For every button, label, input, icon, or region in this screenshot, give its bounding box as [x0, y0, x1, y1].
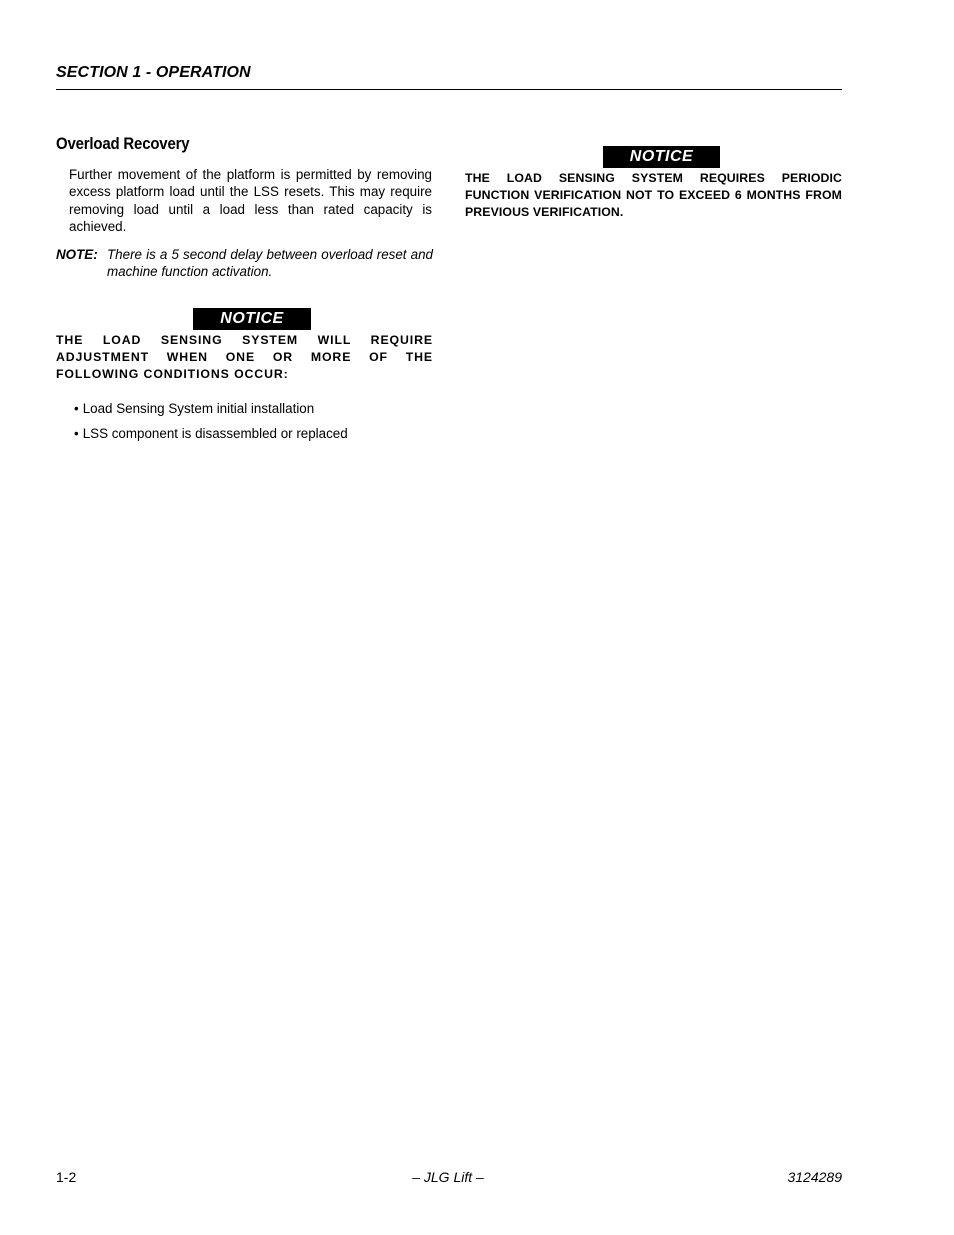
page-number: 1-2 [56, 1169, 77, 1185]
note-label: NOTE: [56, 247, 98, 262]
list-item [74, 400, 348, 425]
bullet-icon: • [74, 401, 79, 416]
section-heading: Overload Recovery [56, 134, 190, 153]
note-text: There is a 5 second delay between overload reset and machine function activation. [107, 247, 433, 280]
note-block [56, 246, 433, 281]
body-paragraph: Further movement of the platform is permitted by removing excess platform load until the LSS resets. This may require removing load until a load less than rated capacity is achieved. [69, 167, 432, 234]
footer-title: – JLG Lift – [412, 1169, 484, 1185]
notice-badge: NOTICE [603, 146, 720, 168]
header-rule [56, 89, 842, 90]
list-item-text: Load Sensing System initial installation [82, 401, 315, 416]
bullet-list [74, 400, 348, 450]
notice-badge: NOTICE [193, 308, 311, 330]
bullet-icon: • [74, 426, 79, 441]
list-item-text: LSS component is disassembled or replaced [82, 426, 348, 441]
document-number: 3124289 [787, 1169, 842, 1185]
list-item [74, 425, 348, 450]
notice-text: THE LOAD SENSING SYSTEM REQUIRES PERIODIC FUNCTION VERIFICATION NOT TO EXCEED 6 MONTHS FROM PREVIOUS VERIFICATION. [465, 171, 842, 220]
notice-text: THE LOAD SENSING SYSTEM WILL REQUIRE ADJUSTMENT WHEN ONE OR MORE OF THE FOLLOWING CONDITIONS OCCUR: [56, 333, 433, 382]
section-header: SECTION 1 - OPERATION [56, 64, 251, 81]
